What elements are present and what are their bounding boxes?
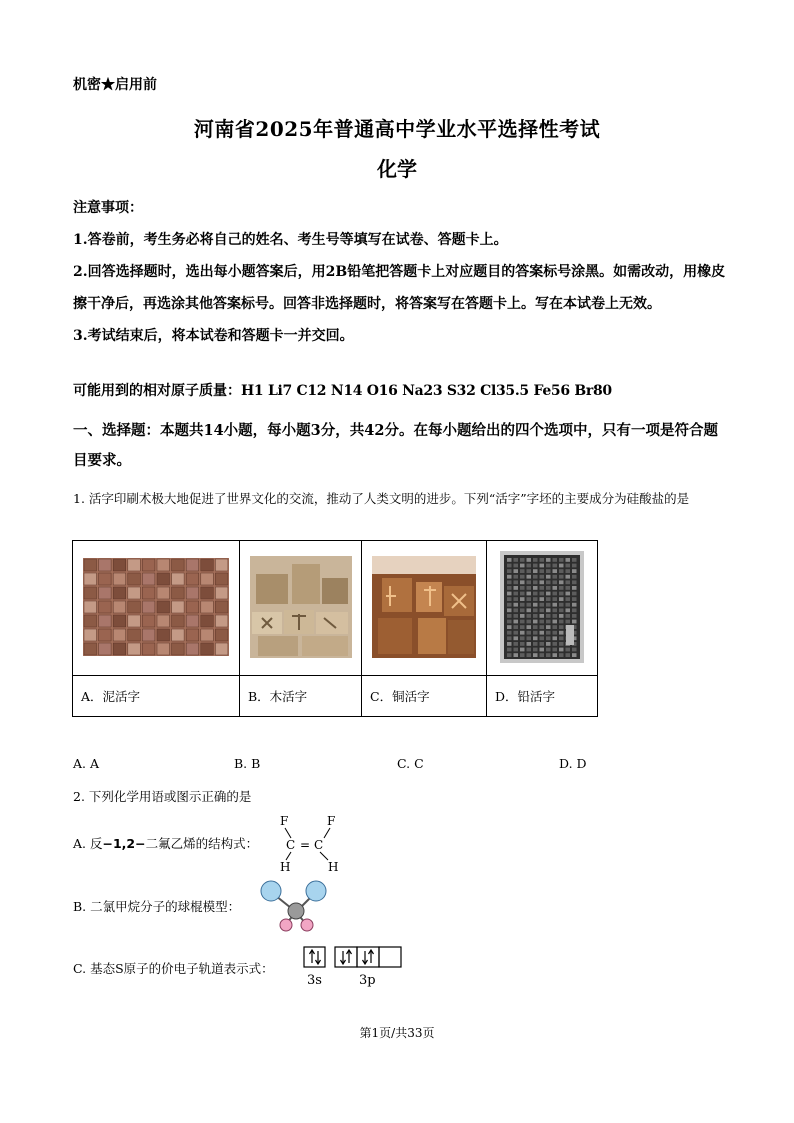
chlorine-atom-2 — [306, 881, 326, 901]
notes-item-2: 2.回答选择题时，选出每小题答案后，用2B铅笔把答题卡上对应题目的答案标号涂黑。如需改动，用橡皮擦干净后，再选涂其他答案标号。回答非选择题时，将答案写在答题卡上。写在本试卷上无效。 — [73, 264, 726, 312]
atomic-mass-line — [73, 380, 612, 400]
sulfur-orbital-diagram — [303, 946, 403, 990]
hydrogen-atom-1 — [280, 919, 292, 931]
structure-h2: H — [328, 860, 339, 874]
lead-type-photo — [500, 551, 584, 663]
copper-type-photo — [372, 556, 476, 658]
option-c-label: C．铜活字 — [362, 676, 487, 717]
structure-c2: C — [314, 838, 324, 852]
notes-heading: 注意事项： — [73, 200, 143, 216]
q1-choice-b: B. B — [234, 756, 261, 771]
option-image-clay — [73, 541, 240, 676]
q1-choice-a: A. A — [73, 756, 100, 771]
wood-type-photo — [250, 556, 352, 658]
structure-f1: F — [280, 814, 289, 828]
exam-subject: 化学 — [377, 157, 417, 181]
structure-bond: = — [300, 838, 311, 852]
notes-item-1: 1.答卷前，考生务必将自己的姓名、考生号等填写在试卷、答题卡上。 — [73, 232, 508, 248]
question-2-stem: 2. 下列化学用语或图示正确的是 — [73, 789, 252, 804]
structure-c1: C — [286, 838, 296, 852]
difluoroethylene-structure — [272, 812, 344, 874]
question-1-option-table — [72, 540, 598, 717]
q2-option-a — [73, 834, 258, 852]
notes-item-3: 3.考试结束后，将本试卷和答题卡一并交回。 — [73, 328, 354, 344]
hydrogen-atom-2 — [301, 919, 313, 931]
carbon-atom — [288, 903, 304, 919]
q1-choice-d: D. D — [559, 756, 587, 771]
orbital-3s-label: 3s — [307, 973, 322, 988]
clay-type-photo — [83, 558, 229, 656]
q2-option-a-suffix: 二氟乙烯的结构式： — [145, 836, 259, 851]
option-image-wood — [240, 541, 362, 676]
structure-f2: F — [327, 814, 336, 828]
exam-title: 河南省2025年普通高中学业水平选择性考试 — [193, 117, 601, 141]
q2-option-b: B. 二氯甲烷分子的球棍模型： — [73, 899, 241, 914]
question-1-stem: 1. 活字印刷术极大地促进了世界文化的交流，推动了人类文明的进步。下列“活字”字坯的主要成分为硅酸盐的是 — [73, 491, 690, 506]
option-b-label: B．木活字 — [240, 676, 362, 717]
structure-h1: H — [280, 860, 291, 874]
option-a-label: A．泥活字 — [73, 676, 240, 717]
chlorine-atom-1 — [261, 881, 281, 901]
atomic-mass-values: H1 Li7 C12 N14 O16 Na23 S32 Cl35.5 Fe56 Br80 — [241, 383, 612, 399]
option-image-lead — [487, 541, 598, 676]
option-image-copper — [362, 541, 487, 676]
dichloromethane-ball-stick-model — [254, 878, 332, 934]
page-footer: 第1页/共33页 — [359, 1026, 435, 1040]
q2-option-a-prefix: A. 反 — [73, 836, 103, 851]
q2-option-a-locant: −1,2− — [102, 836, 146, 851]
notes-section — [73, 192, 728, 352]
orbital-3p-label: 3p — [359, 973, 376, 988]
q1-choice-c: C. C — [397, 756, 424, 771]
section-heading: 一、选择题：本题共14小题，每小题3分，共42分。在每小题给出的四个选项中，只有一项是符合题目要求。 — [73, 422, 718, 469]
atomic-mass-label: 可能用到的相对原子质量： — [73, 383, 241, 399]
option-d-label: D．铅活字 — [487, 676, 598, 717]
confidential-label: 机密★启用前 — [73, 77, 157, 93]
q2-option-c: C. 基态S原子的价电子轨道表示式： — [73, 961, 274, 976]
